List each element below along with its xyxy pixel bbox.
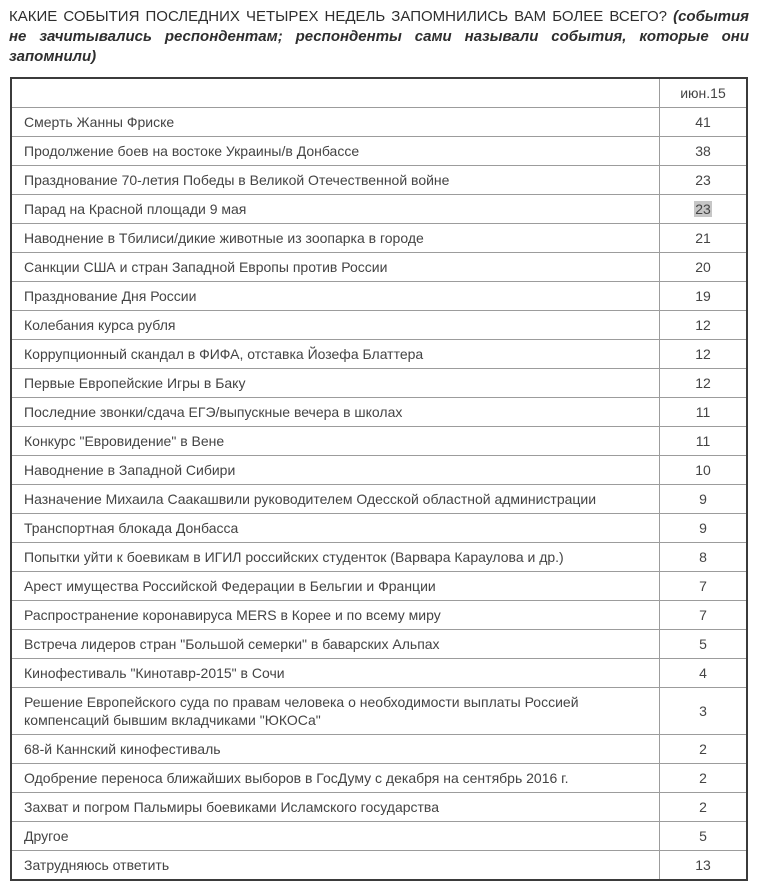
event-label: Смерть Жанны Фриске [11,108,660,137]
event-value: 8 [660,543,748,572]
event-label: 68-й Каннский кинофестиваль [11,735,660,764]
event-label: Парад на Красной площади 9 мая [11,195,660,224]
event-value: 41 [660,108,748,137]
survey-question-note: (события не зачитывались респондентам; респонденты сами называли события, которые они запомнили) [9,8,750,65]
table-row [11,340,747,369]
event-label: Первые Европейские Игры в Баку [11,369,660,398]
table-row [11,793,747,822]
event-value: 19 [660,282,748,311]
event-label: Попытки уйти к боевикам в ИГИЛ российских студенток (Варвара Караулова и др.) [11,543,660,572]
table-row [11,851,747,881]
event-label: Затрудняюсь ответить [11,851,660,881]
table-row [11,572,747,601]
event-value: 2 [660,764,748,793]
event-label: Арест имущества Российской Федерации в Бельгии и Франции [11,572,660,601]
table-row [11,253,747,282]
table-row [11,427,747,456]
table-row [11,166,747,195]
table-row [11,514,747,543]
event-value: 23 [660,166,748,195]
event-value [660,195,748,224]
event-label: Транспортная блокада Донбасса [11,514,660,543]
event-label: Коррупционный скандал в ФИФА, отставка Йозефа Блаттера [11,340,660,369]
event-label: Распространение коронавируса MERS в Корее и по всему миру [11,601,660,630]
table-row [11,688,747,735]
event-value: 13 [660,851,748,881]
survey-question [9,7,749,66]
survey-question-text: КАКИЕ СОБЫТИЯ ПОСЛЕДНИХ ЧЕТЫРЕХ НЕДЕЛЬ ЗАПОМНИЛИСЬ ВАМ БОЛЕЕ ВСЕГО? [9,8,667,25]
table-row [11,456,747,485]
event-label: Колебания курса рубля [11,311,660,340]
table-row [11,311,747,340]
event-value: 21 [660,224,748,253]
table-row [11,764,747,793]
event-value: 5 [660,630,748,659]
table-row [11,195,747,224]
table-row [11,398,747,427]
event-label: Наводнение в Тбилиси/дикие животные из зоопарка в городе [11,224,660,253]
event-value: 38 [660,137,748,166]
table-row [11,630,747,659]
table-row [11,369,747,398]
table-row [11,485,747,514]
event-value: 3 [660,688,748,735]
event-value: 4 [660,659,748,688]
table-row [11,282,747,311]
period-column-header: июн.15 [660,78,748,108]
event-value: 12 [660,369,748,398]
event-value: 20 [660,253,748,282]
event-value: 5 [660,822,748,851]
corner-empty-cell [11,78,660,108]
table-row [11,224,747,253]
table-row [11,108,747,137]
table-row [11,735,747,764]
event-label: Последние звонки/сдача ЕГЭ/выпускные вечера в школах [11,398,660,427]
event-label: Наводнение в Западной Сибири [11,456,660,485]
event-value: 10 [660,456,748,485]
event-label: Решение Европейского суда по правам человека о необходимости выплаты Россией компенсаций бывшим вкладчиками "ЮКОСа" [11,688,660,735]
event-value: 11 [660,427,748,456]
event-label: Назначение Михаила Саакашвили руководителем Одесской областной администрации [11,485,660,514]
event-label: Встреча лидеров стран "Большой семерки" в баварских Альпах [11,630,660,659]
page [0,7,759,881]
event-label: Празднование Дня России [11,282,660,311]
event-value: 7 [660,572,748,601]
event-value: 7 [660,601,748,630]
event-value: 12 [660,340,748,369]
event-label: Санкции США и стран Западной Европы против России [11,253,660,282]
event-label: Кинофестиваль "Кинотавр-2015" в Сочи [11,659,660,688]
table-row [11,659,747,688]
highlighted-value: 23 [695,201,711,218]
results-table-body [11,108,747,881]
event-value: 2 [660,793,748,822]
header-row [11,78,747,108]
event-label: Одобрение переноса ближайших выборов в ГосДуму с декабря на сентябрь 2016 г. [11,764,660,793]
event-value: 11 [660,398,748,427]
table-row [11,601,747,630]
table-row [11,822,747,851]
table-row [11,543,747,572]
event-label: Празднование 70-летия Победы в Великой Отечественной войне [11,166,660,195]
event-label: Продолжение боев на востоке Украины/в Донбассе [11,137,660,166]
results-table [10,77,748,881]
results-table-head [11,78,747,108]
event-value: 9 [660,485,748,514]
event-value: 12 [660,311,748,340]
event-label: Другое [11,822,660,851]
event-value: 2 [660,735,748,764]
event-value: 9 [660,514,748,543]
table-row [11,137,747,166]
event-label: Конкурс "Евровидение" в Вене [11,427,660,456]
event-label: Захват и погром Пальмиры боевиками Исламского государства [11,793,660,822]
